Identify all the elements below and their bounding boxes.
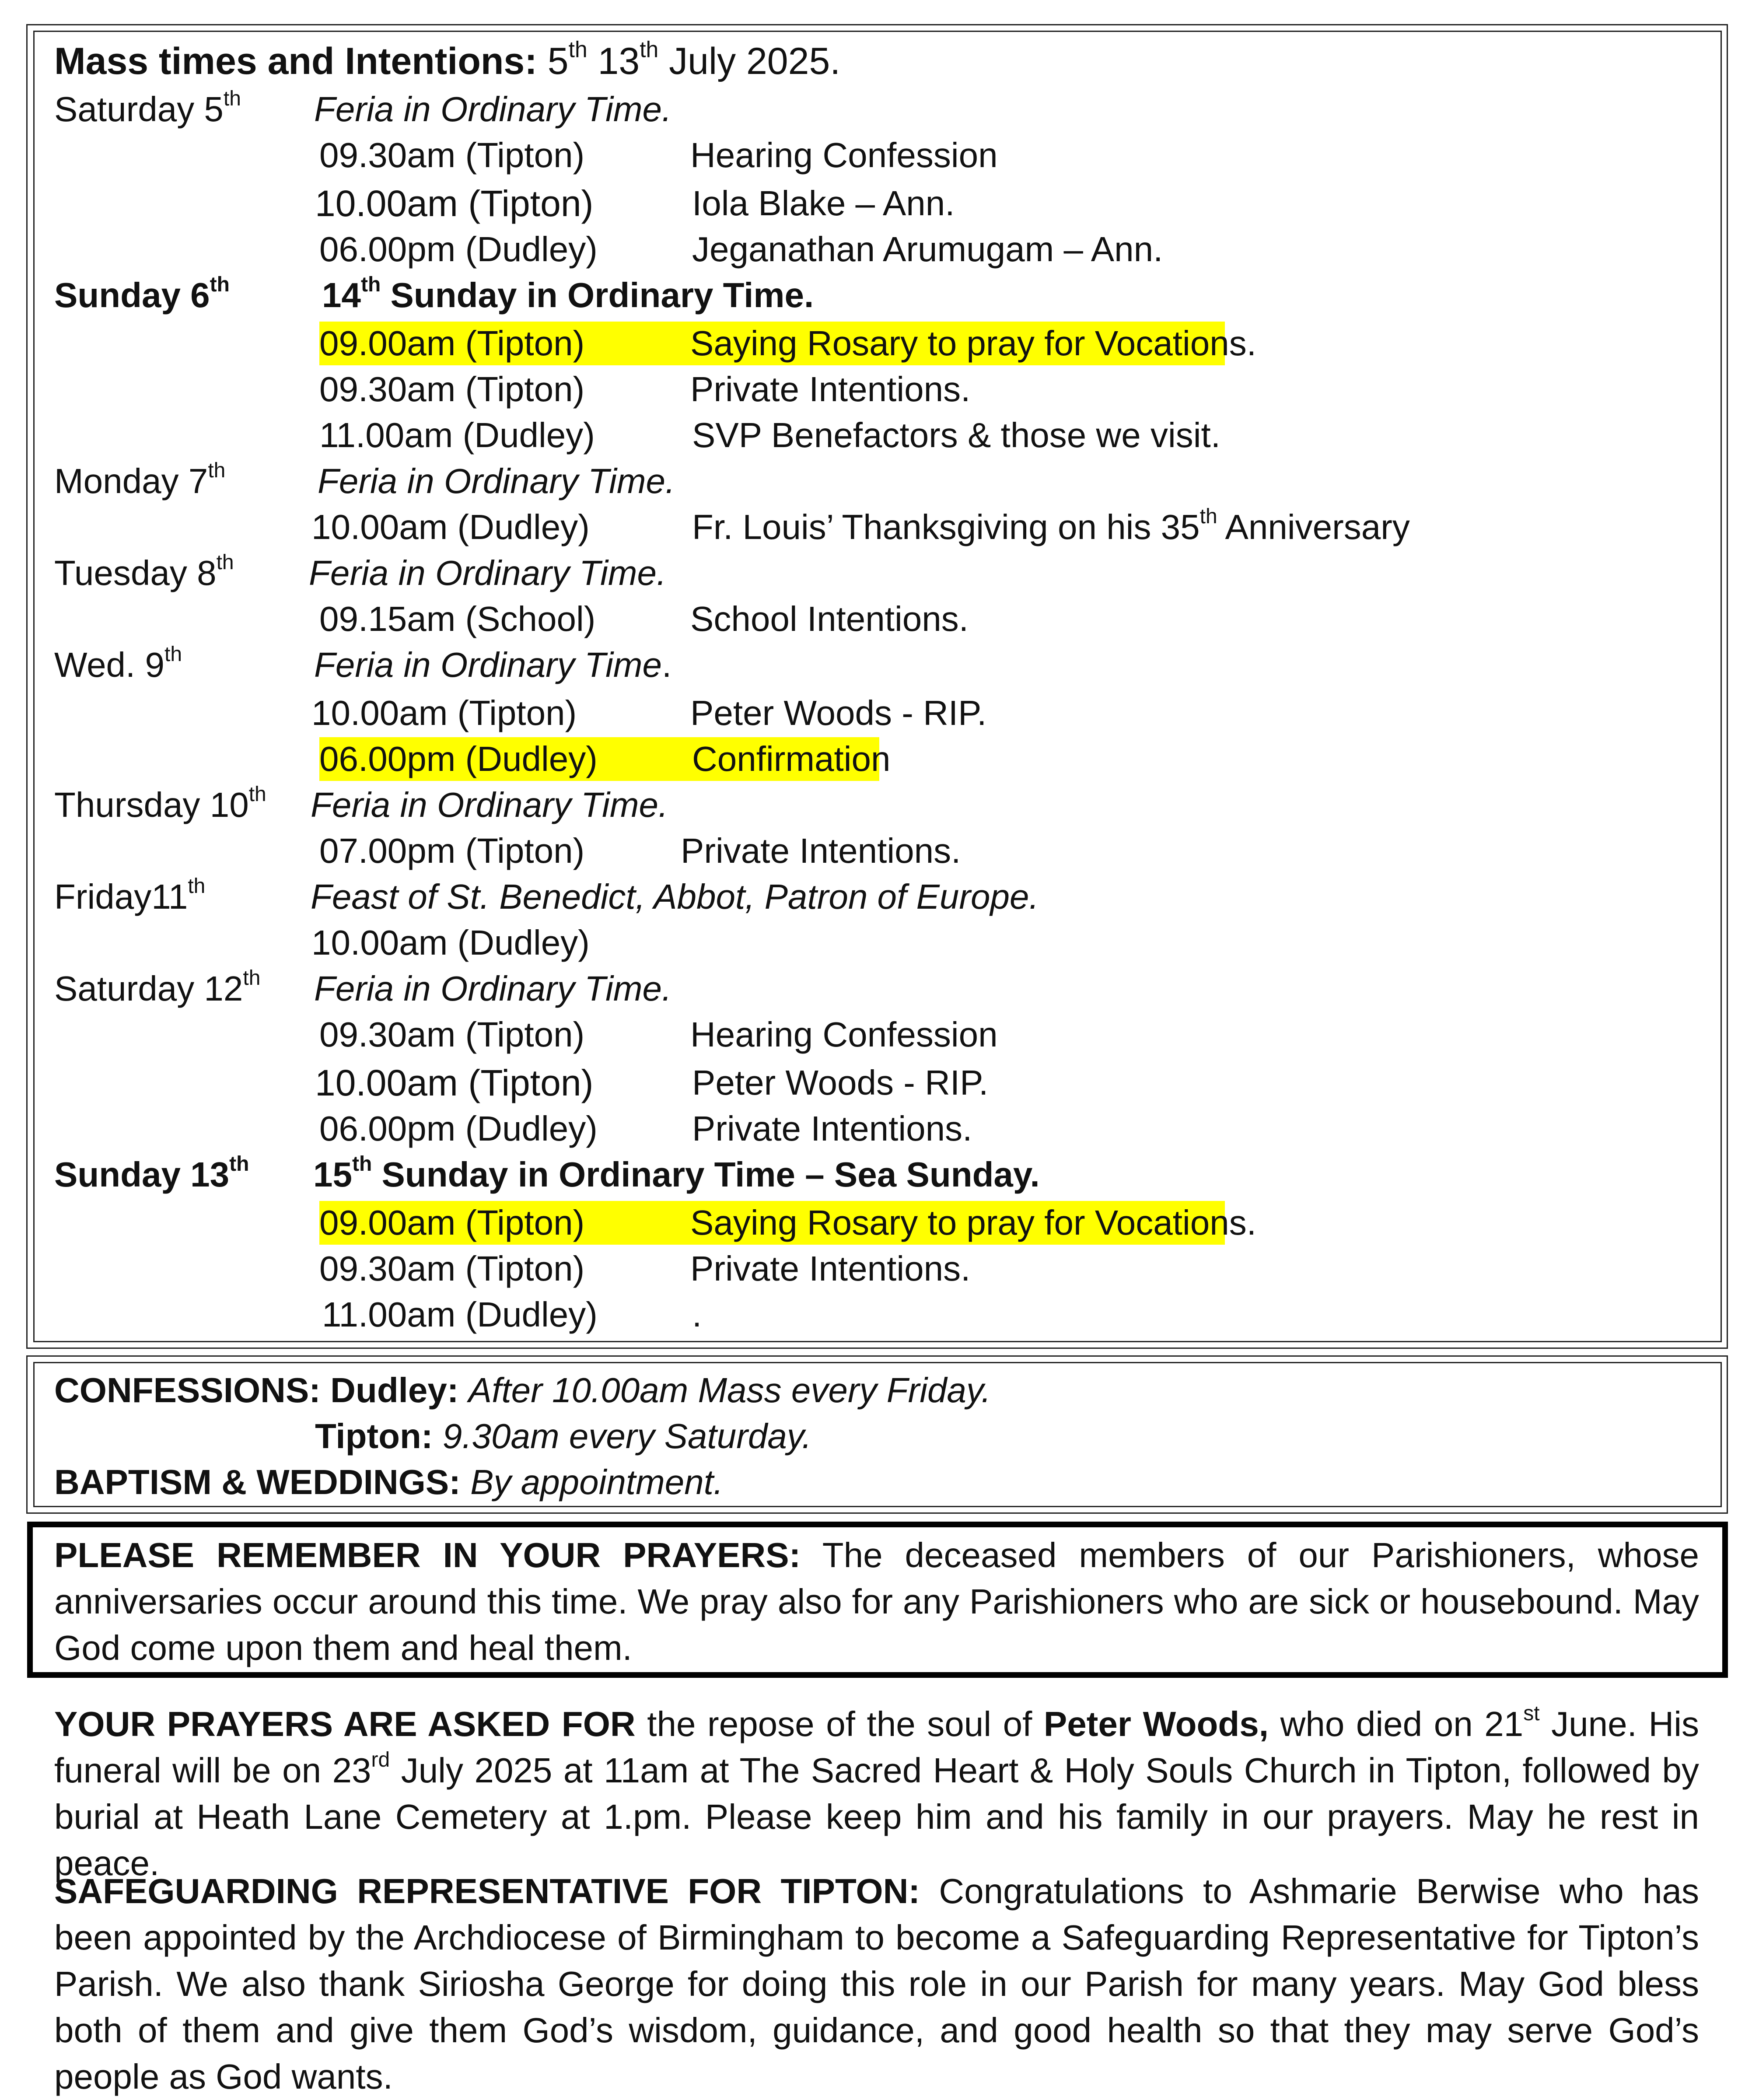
day-title: Feast of St. Benedict, Abbot, Patron of Europe. [311,877,1039,916]
remember-text: PLEASE REMEMBER IN YOUR PRAYERS: The deceased members of our Parishioners, whose anniversaries occur around this time. We pray also for any Parishioners who are sick or housebound. May God come upon them and heal them. [54,1536,1700,1667]
mass-time: 11.00am (Dudley) [322,1295,598,1334]
mass-intention: Peter Woods - RIP. [690,693,987,732]
mass-intention: Private Intentions. [690,1249,971,1288]
day-label: Sunday 13th [54,1152,249,1194]
day-title: 14th Sunday in Ordinary Time. [322,273,814,315]
mass-time: 10.00am (Tipton) [311,693,577,732]
mass-intention: Hearing Confession [690,1015,998,1054]
mass-time: 10.00am (Tipton) [315,1062,594,1103]
mass-time: 09.30am (Tipton) [319,1015,585,1054]
mass-intention: Jeganathan Arumugam – Ann. [692,230,1163,269]
mass-time: 09.15am (School) [319,599,596,638]
mass-time: 09.30am (Tipton) [319,370,585,409]
mass-time: 06.00pm (Dudley) [319,230,598,269]
day-title: Feria in Ordinary Time. [311,785,668,824]
day-title: Feria in Ordinary Time. [309,553,667,592]
day-label: Sunday 6th [54,273,230,315]
day-title: Feria in Ordinary Time. [318,462,675,500]
mass-intention: Hearing Confession [690,136,998,175]
mass-time: 06.00pm (Dudley) [319,739,598,778]
mass-intention: Peter Woods - RIP. [692,1063,989,1102]
mass-time: 10.00am (Dudley) [311,508,590,546]
mass-time: 06.00pm (Dudley) [319,1109,598,1148]
mass-intention: Fr. Louis’ Thanksgiving on his 35th Anniversary [692,505,1410,546]
mass-intention: Iola Blake – Ann. [692,184,955,223]
mass-time: 10.00am (Dudley) [311,923,590,962]
day-label: Wed. 9th [54,643,182,684]
mass-intention: . [692,1295,702,1334]
day-title: Feria in Ordinary Time. [314,969,672,1008]
mass-intention: SVP Benefactors & those we visit. [692,416,1221,455]
mass-time: 11.00am (Dudley) [319,416,595,455]
confessions-dudley: CONFESSIONS: Dudley: After 10.00am Mass every Friday. [54,1371,991,1410]
day-label: Monday 7th [54,459,226,500]
mass-intention: Saying Rosary to pray for Vocations. [690,324,1256,363]
day-title: Feria in Ordinary Time. [314,90,672,129]
day-title: 15th Sunday in Ordinary Time – Sea Sunday. [313,1152,1040,1194]
day-label: Saturday 5th [54,87,241,129]
mass-time: 07.00pm (Tipton) [319,831,585,870]
mass-intention: Private Intentions. [690,370,971,409]
mass-time: 09.30am (Tipton) [319,136,585,175]
confessions-tipton: Tipton: 9.30am every Saturday. [315,1417,812,1456]
day-title: Feria in Ordinary Time. [314,645,672,684]
mass-intention: School Intentions. [690,599,969,638]
safeguarding-text: SAFEGUARDING REPRESENTATIVE FOR TIPTON: Congratulations to Ashmarie Berwise who has been appointed by the Archdiocese of Birmingham to become a Safeguarding Representative for Tipton’s Parish. We also thank Siriosha George for doing this role in our Parish for many years. May God bless both of them and give them God’s wisdom, guidance, and good health so that they may serve God’s people as God wants. [54,1872,1699,2096]
prayers-asked-text: YOUR PRAYERS ARE ASKED FOR the repose of the soul of Peter Woods, who died on 21st June. His funeral will be on 23rd July 2025 at 11am at The Sacred Heart & Holy Souls Church in Tipton, followed by burial at Heath Lane Cemetery at 1.pm. Please keep him and his family in our prayers. May he rest in peace. [54,1702,1699,1883]
mass-time: 10.00am (Tipton) [315,183,594,224]
mass-time: 09.00am (Tipton) [319,1203,585,1242]
mass-intention: Confirmation [692,739,891,778]
mass-times-heading: Mass times and Intentions: 5th 13th July 2025. [54,36,841,82]
day-label: Saturday 12th [54,966,261,1008]
day-label: Friday11th [54,875,206,916]
mass-intention: Private Intentions. [681,831,961,870]
baptism-weddings: BAPTISM & WEDDINGS: By appointment. [54,1463,724,1502]
day-label: Thursday 10th [54,783,266,824]
mass-time: 09.30am (Tipton) [319,1249,585,1288]
day-label: Tuesday 8th [54,551,234,592]
mass-intention: Saying Rosary to pray for Vocations. [690,1203,1256,1242]
mass-time: 09.00am (Tipton) [319,324,585,363]
mass-intention: Private Intentions. [692,1109,972,1148]
